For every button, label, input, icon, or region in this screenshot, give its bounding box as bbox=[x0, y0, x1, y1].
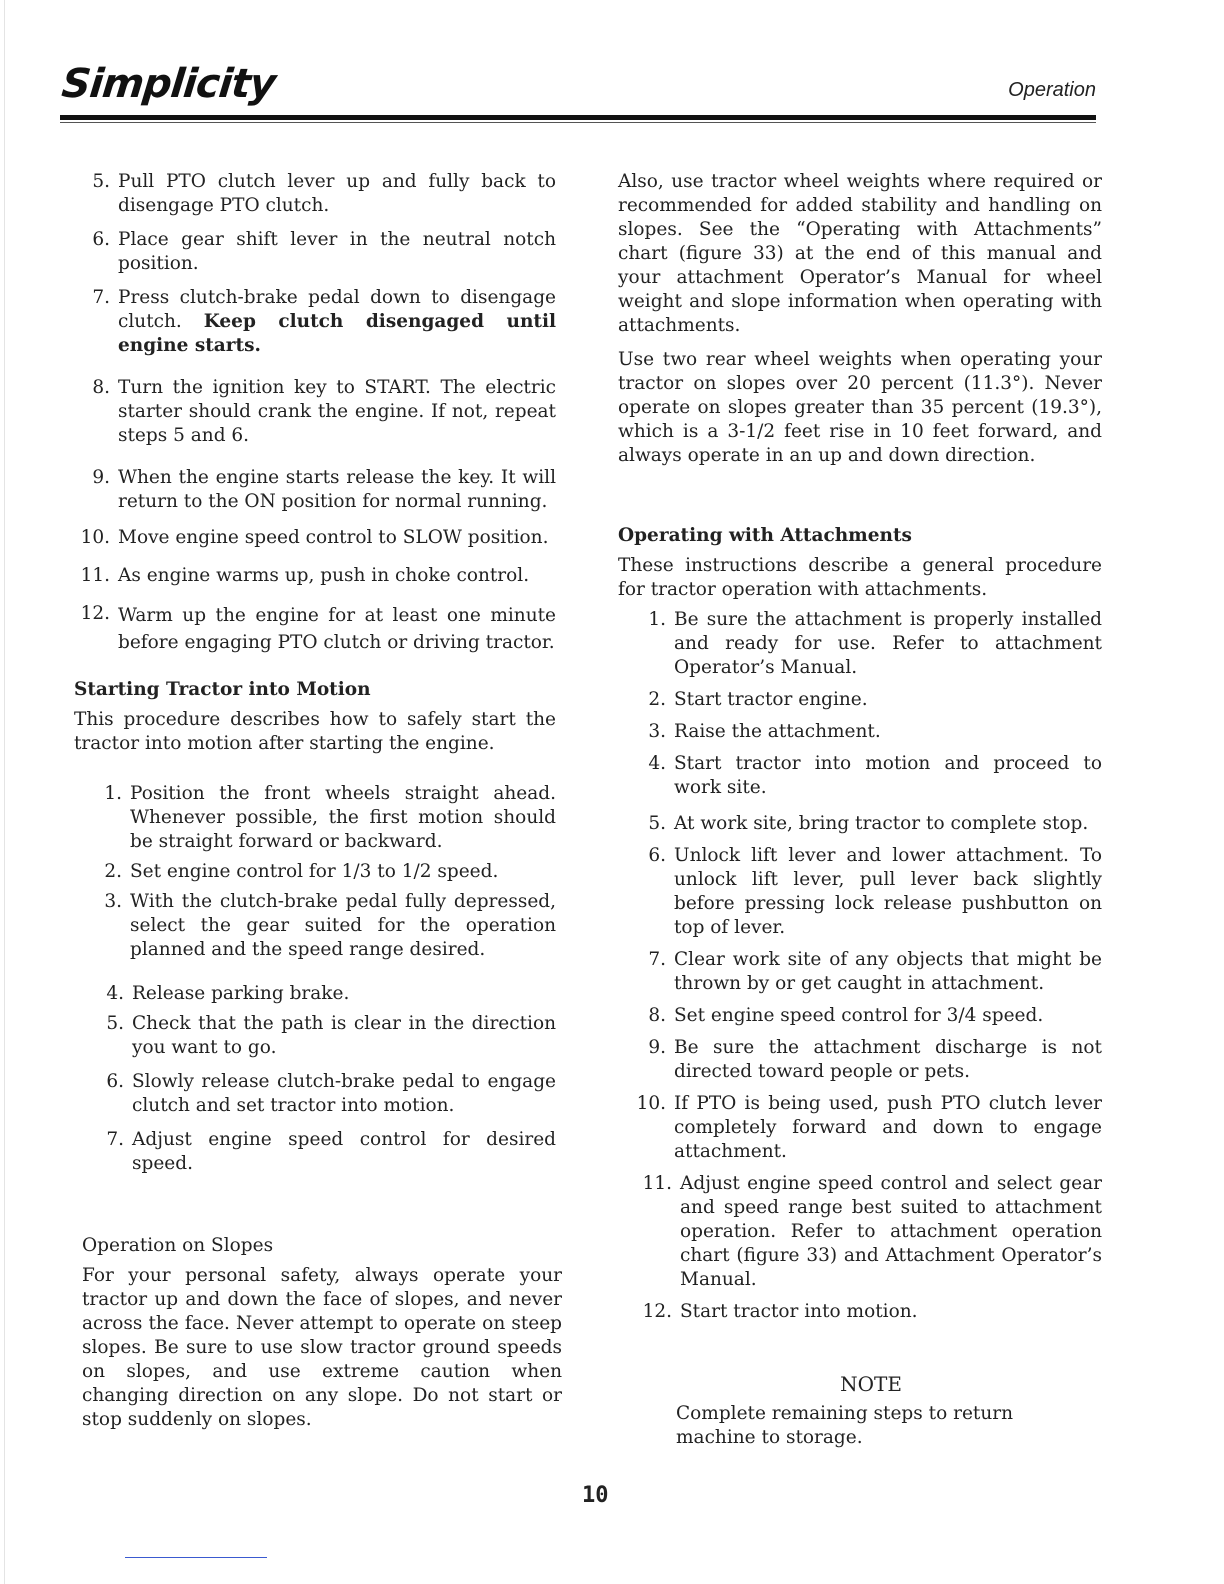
step-text: Pull PTO clutch lever up and fully back to disengage PTO clutch. bbox=[118, 171, 556, 216]
list-item bbox=[88, 1128, 556, 1176]
step-number: 10. bbox=[636, 1093, 666, 1114]
step-text: Slowly release clutch-brake pedal to engage clutch and set tractor into motion. bbox=[132, 1071, 556, 1116]
starting-motion-intro: This procedure describes how to safely start the tractor into motion after starting the engine. bbox=[74, 709, 556, 754]
step-number: 5. bbox=[106, 1013, 124, 1034]
step-text: With the clutch-brake pedal fully depressed, select the gear suited for the operation planned and the speed range desired. bbox=[130, 891, 556, 960]
starting-motion-heading: Starting Tractor into Motion bbox=[74, 679, 371, 700]
step-text: Set engine speed control for 3/4 speed. bbox=[674, 1005, 1044, 1026]
step-number: 12. bbox=[80, 603, 110, 624]
step-number: 6. bbox=[106, 1071, 124, 1092]
step-text: Move engine speed control to SLOW position. bbox=[118, 527, 549, 548]
step-text: Be sure the attachment is properly installed and ready for use. Refer to attachment Operator’s Manual. bbox=[674, 609, 1102, 678]
page-margin-line bbox=[4, 0, 5, 1584]
list-item bbox=[82, 466, 556, 514]
starting-steps-list bbox=[82, 170, 556, 656]
step-number: 7. bbox=[648, 949, 666, 970]
list-item bbox=[628, 1300, 1102, 1324]
list-item bbox=[88, 982, 556, 1006]
step-number: 4. bbox=[648, 753, 666, 774]
step-number: 11. bbox=[80, 565, 110, 586]
step-text: At work site, bring tractor to complete stop. bbox=[674, 813, 1089, 834]
step-number: 2. bbox=[104, 861, 122, 882]
step-text: Start tractor engine. bbox=[674, 689, 868, 710]
note-text: Complete remaining steps to return machine to storage. bbox=[676, 1403, 1014, 1448]
wheel-weights-text: Also, use tractor wheel weights where required or recommended for added stability and handling on slopes. See the “Operating with Attachments” chart (figure 33) at the end of this manual and your attachment Operator’s Manual for wheel weight and slope information when operating with attachments. bbox=[618, 171, 1102, 336]
list-item bbox=[72, 526, 556, 550]
list-item bbox=[634, 812, 1102, 836]
step-number: 8. bbox=[648, 1005, 666, 1026]
list-item bbox=[88, 1070, 556, 1118]
step-number: 7. bbox=[92, 287, 110, 308]
step-text-main: Press clutch-brake pedal down to disengage clutch. bbox=[118, 287, 556, 332]
list-item bbox=[88, 860, 556, 884]
section-label: Operation bbox=[1008, 79, 1096, 101]
step-text: Start tractor into motion and proceed to work site. bbox=[674, 753, 1102, 798]
list-item bbox=[634, 844, 1102, 940]
right-column bbox=[618, 170, 1102, 1460]
list-item bbox=[82, 170, 556, 218]
list-item bbox=[634, 752, 1102, 800]
list-item bbox=[634, 1036, 1102, 1084]
step-number: 1. bbox=[648, 609, 666, 630]
list-item bbox=[634, 688, 1102, 712]
step-text: If PTO is being used, push PTO clutch lever completely forward and down to engage attachment. bbox=[674, 1093, 1102, 1162]
list-item bbox=[82, 228, 556, 276]
step-number: 1. bbox=[104, 783, 122, 804]
step-number: 11. bbox=[642, 1173, 672, 1194]
list-item bbox=[634, 720, 1102, 744]
step-number: 6. bbox=[648, 845, 666, 866]
step-number: 12. bbox=[642, 1301, 672, 1322]
step-number: 10. bbox=[80, 527, 110, 548]
slopes-text: For your personal safety, always operate your tractor up and down the face of slopes, and never across the face. Never attempt to operate on steep slopes. Be sure to use slow tractor ground speeds on slopes, and use extreme caution when changing direction on any slope. Do not start or stop suddenly on slopes. bbox=[82, 1265, 562, 1430]
motion-steps-list bbox=[88, 782, 556, 1176]
slopes-heading: Operation on Slopes bbox=[82, 1235, 274, 1256]
list-item bbox=[82, 376, 556, 448]
step-number: 6. bbox=[92, 229, 110, 250]
step-text: Set engine control for 1/3 to 1/2 speed. bbox=[130, 861, 499, 882]
list-item bbox=[88, 782, 556, 854]
step-text: Be sure the attachment discharge is not directed toward people or pets. bbox=[674, 1037, 1102, 1082]
step-number: 7. bbox=[106, 1129, 124, 1150]
step-text: When the engine starts release the key. It will return to the ON position for normal running. bbox=[118, 467, 556, 512]
list-item bbox=[72, 564, 556, 588]
attachments-steps-list bbox=[634, 608, 1102, 1324]
step-text bbox=[118, 286, 556, 358]
list-item bbox=[72, 602, 556, 656]
header-rule bbox=[60, 115, 1096, 120]
list-item bbox=[634, 608, 1102, 680]
list-item bbox=[626, 1092, 1102, 1164]
note-box bbox=[676, 1372, 1066, 1450]
step-text: Adjust engine speed control and select gear and speed range best suited to attachment operation. Refer to attachment operation chart (figure 33) and Attachment Operator’s Manual. bbox=[680, 1173, 1102, 1290]
step-text: Adjust engine speed control for desired speed. bbox=[132, 1129, 556, 1174]
page-number: 10 bbox=[582, 1483, 609, 1508]
step-text: Raise the attachment. bbox=[674, 721, 881, 742]
step-text: Place gear shift lever in the neutral notch position. bbox=[118, 229, 556, 274]
step-number: 3. bbox=[104, 891, 122, 912]
step-number: 5. bbox=[92, 171, 110, 192]
step-number: 8. bbox=[92, 377, 110, 398]
footer-line bbox=[125, 1557, 267, 1558]
left-column bbox=[74, 170, 562, 1442]
list-item bbox=[82, 286, 556, 358]
attachments-intro: These instructions describe a general procedure for tractor operation with attachments. bbox=[618, 555, 1102, 600]
list-item bbox=[634, 1004, 1102, 1028]
step-text: Clear work site of any objects that might be thrown by or get caught in attachment. bbox=[674, 949, 1102, 994]
step-text: Check that the path is clear in the direction you want to go. bbox=[132, 1013, 556, 1058]
step-text: Turn the ignition key to START. The electric starter should crank the engine. If not, repeat steps 5 and 6. bbox=[118, 377, 556, 446]
header-rule-thin bbox=[60, 122, 1096, 123]
step-number: 9. bbox=[648, 1037, 666, 1058]
step-text: Unlock lift lever and lower attachment. To unlock lift lever, pull lever back slightly before pressing lock release pushbutton on top of lever. bbox=[674, 845, 1102, 938]
step-number: 9. bbox=[92, 467, 110, 488]
list-item bbox=[628, 1172, 1102, 1292]
step-text: Release parking brake. bbox=[132, 983, 350, 1004]
rear-weights-text: Use two rear wheel weights when operating your tractor on slopes over 20 percent (11.3°). Never operate on slopes greater than 35 percent (19.3°), which is a 3-1/2 feet rise in 10 feet forward, and always operate in an up and down direction. bbox=[618, 349, 1102, 466]
note-heading: NOTE bbox=[840, 1372, 902, 1396]
attachments-heading: Operating with Attachments bbox=[618, 525, 912, 546]
step-number: 5. bbox=[648, 813, 666, 834]
step-text: Start tractor into motion. bbox=[680, 1301, 918, 1322]
list-item bbox=[634, 948, 1102, 996]
step-number: 3. bbox=[648, 721, 666, 742]
list-item bbox=[88, 890, 556, 962]
step-text-emphasis: Keep clutch disengaged until engine starts. bbox=[118, 311, 557, 356]
step-text: As engine warms up, push in choke control. bbox=[118, 565, 530, 586]
step-text: Position the front wheels straight ahead. Whenever possible, the first motion should be straight forward or backward. bbox=[130, 783, 556, 852]
step-text: Warm up the engine for at least one minute before engaging PTO clutch or driving tractor. bbox=[118, 605, 556, 653]
list-item bbox=[88, 1012, 556, 1060]
step-number: 2. bbox=[648, 689, 666, 710]
simplicity-logo: Simplicity bbox=[59, 61, 278, 107]
step-number: 4. bbox=[106, 983, 124, 1004]
